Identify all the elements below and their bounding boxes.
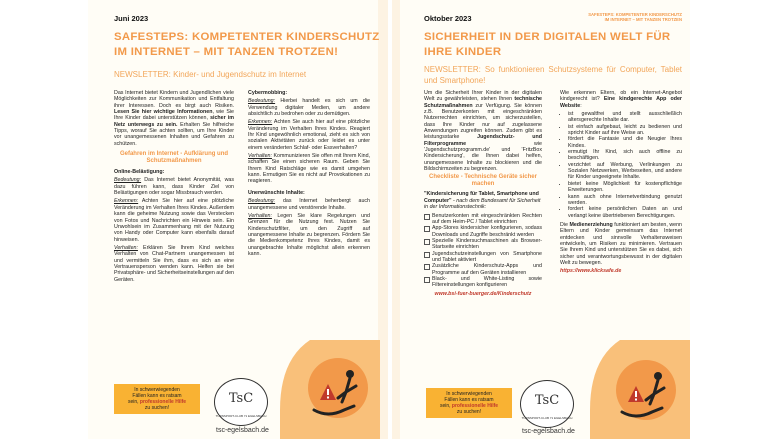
website-label: tsc-egelsbach.de	[216, 427, 269, 434]
checklist-item[interactable]: Black- und White-Listing sowie Filtereinstellungen konfigurieren	[424, 276, 542, 289]
issue-date: Oktober 2023	[424, 14, 472, 23]
checkbox[interactable]	[424, 252, 430, 258]
list-item: • ermutigt Ihr Kind, sich auch offline zu beschäftigen.	[568, 149, 682, 162]
checklist-item[interactable]: Spezielle Kindersuchmaschinen als Browser-Startseite einrichten	[424, 238, 542, 251]
checklist-item[interactable]: Benutzerkonten mit eingeschränkten Rechten auf dem Heim-PC / Tablet einrichten	[424, 213, 542, 226]
klicksafe-link[interactable]: https://www.klicksafe.de	[560, 268, 622, 275]
checklist	[424, 213, 542, 289]
club-logo: TsC TURNSPORT-CLUB 71 EGELSBACH	[214, 378, 268, 426]
warning-hand-illustration	[280, 340, 380, 439]
checkbox[interactable]	[424, 226, 430, 232]
help-callout: In schwerwiegenden Fällen kann es ratsam sein, professionelle Hilfe zu suchen!	[426, 388, 512, 418]
checklist-item[interactable]: App-Stores kindersicher konfigurieren, sodass Downloads und Zugriffe beschränkt werden	[424, 225, 542, 238]
warning-hand-illustration	[590, 340, 690, 439]
checkbox[interactable]	[424, 264, 430, 270]
list-item: • ist einfach aufgebaut, leicht zu bedienen und spricht Kinder auf ihre Weise an.	[568, 124, 682, 137]
list-item: • fordert keine persönlichen Daten an und verlangt keine übertriebenen Berechtigungen.	[568, 206, 682, 219]
website-label: tsc-egelsbach.de	[522, 428, 575, 435]
newsletter-subtitle: NEWSLETTER: So funktionieren Schutzsysteme für Computer, Tablet und Smartphone!	[424, 65, 682, 85]
criteria-list	[560, 111, 682, 219]
newsletter-subtitle: NEWSLETTER: Kinder- und Jugendschutz im Internet	[114, 70, 307, 79]
left-column: Um die Sicherheit Ihrer Kinder in der digitalen Welt zu gewährleisten, stehen Ihnen technische Schutzmaßnahmen zur Verfügung. Sie können z.B. Benutzerkonten mit eingeschränkten Nutzerrechten einrichten, um sicherzustellen, dass Ihre Kinder nur auf zugelassene Anwendungen zugreifen können. Zudem gibt es leistungsstarke Jugendschutz- und Filterprogramme wie 'Jugendschutzprogramm.de' und 'FritzBox Kindersicherung', die Ihnen dabei helfen, unangemessene Inhalte zu blockieren und die Bildschirmzeiten zu begrenzen. Checkliste - Technische Geräte sicher machen "Kindersicherung für Tablet, Smartphone und Computer" - nach dem Bundesamt für Sicherheit in der Informationstechnik: Benutzerkonten mit eingeschränkten Rechten auf dem Heim-PC / Tablet einrichten App-Stores kindersicher konfigurieren, sodass Downloads und Zugriffe beschränkt werden Spezielle Kindersuchmaschinen als Browser-Startseite einrichten Jugendschutzeinstellungen von Smartphone und Tablet aktiviert Zusätzliche Kinderschutz-Apps und Programme auf den Geräten installieren Black- und White-Listing sowie Filtereinstellungen konfigurieren www.bsi-fuer-buerger.de/Kinderschutz	[424, 90, 542, 297]
intro-paragraph: Um die Sicherheit Ihrer Kinder in der digitalen Welt zu gewährleisten, stehen Ihnen technische Schutzmaßnahmen zur Verfügung. Sie können z.B. Benutzerkonten mit eingeschränkten Nutzerrechten einrichten, um sicherzustellen, dass Ihre Kinder nur auf zugelassene Anwendungen zugreifen können. Zudem gibt es leistungsstarke Jugendschutz- und Filterprogramme wie 'Jugendschutzprogramm.de' und 'FritzBox Kindersicherung', die Ihnen dabei helfen, unangemessene Inhalte zu blockieren und die Bildschirmzeiten zu begrenzen.	[424, 90, 542, 173]
unwanted-content-heading: Unerwünschte Inhalte:	[248, 189, 305, 196]
checklist-item[interactable]: Jugendschutzeinstellungen von Smartphone und Tablet aktiviert	[424, 251, 542, 264]
checkbox[interactable]	[424, 277, 430, 283]
list-item: • kann auch ohne Internetverbindung genutzt werden.	[568, 194, 682, 207]
right-column: Wie erkennen Eltern, ob ein Internet-Angebot kindgerecht ist? Eine kindgerechte App oder Website: • ist gewaltfrei und stellt ausschließlich altersgerechte Inhalte dar. • ist einfach aufgebaut, leicht zu bedienen und spricht Kinder auf ihre Weise an. • fördert die Fantasie und die Neugier Ihres Kindes. • ermutigt Ihr Kind, sich auch offline zu beschäftigen. • verzichtet auf Werbung, Verlinkungen zu Sozialen Netzwerken, Werbeseiten, und andere für Kinder ungeeignete Inhalte. • bietet keine Möglichkeit für kostenpflichtige Erweiterungen. • kann auch ohne Internetverbindung genutzt werden. • fordert keine persönlichen Daten an und verlangt keine übertriebenen Berechtigungen. Die Medienerziehung funktioniert am besten, wenn Eltern und Kinder gemeinsam das Internet entdecken und sinnvolle Verhaltensweisen entwickeln, um Risiken zu minimieren. Vertrauen Sie Ihrem Kind und unterstützen Sie es dabei, sich sicher und verantwortungsbewusst in der digitalen Welt zu bewegen. https://www.klicksafe.de	[560, 90, 682, 277]
series-corner-label: SAFESTEPS: KOMPETENTER KINDERSCHUTZ IM INTERNET – MIT TANZEN TROTZEN	[588, 12, 682, 22]
list-item: • verzichtet auf Werbung, Verlinkungen zu Sozialen Netzwerken, Werbeseiten, und andere für Kinder ungeeignete Inhalte.	[568, 162, 682, 181]
section-heading-dangers: Gefahren im Internet - Aufklärung und Schutzmaßnahmen	[119, 151, 229, 165]
left-column: Das Internet bietet Kindern und Jugendlichen viele Möglichkeiten zur Kommunikation und Entfaltung ihrer Interessen. Doch es birgt auch Risiken. Lesen Sie hier wichtige Informationen, wie Sie Ihre Kinder dabei unterstützen können, sicher im Netz unterwegs zu sein. Erhalten Sie hilfreiche Tipps, worauf Sie achten sollten, um Ihre Kinder vor unangemessenen Inhalten und Gefahren zu schützen. Gefahren im Internet - Aufklärung und Schutzmaßnahmen Online-Belästigung: Bedeutung: Das Internet bietet Anonymität, was dazu führen kann, dass Kinder Ziel von Belästigungen oder sogar Missbrauch werden. Erkennen: Achten Sie hier auf eine plötzliche Veränderung im Verhalten Ihres Kindes. Außerdem kann die geheime Nutzung sowie das Verstecken von Fotos und Nachrichten ein Hinweis sein. Ein Unwohlsein im Zusammenhang mit der Nutzung von Handy oder Computer kann ebenfalls darauf hinweisen. Verhalten: Erklären Sie Ihrem Kind welches Verhalten von Chat-Partnern unangemessen ist und vermitteln Sie ihm, dass es sich an eine Vertrauensperson wenden kann. Helfen sie bei Privatsphäre- und Sicherheitseinstellungen auf den Geräten.	[114, 90, 234, 283]
newsletter-page-october	[392, 0, 690, 439]
list-item: • fördert die Fantasie und die Neugier Ihres Kindes.	[568, 136, 682, 149]
newsletter-page-june	[88, 0, 388, 439]
page-side-strip	[392, 0, 400, 439]
newsletter-title: SAFESTEPS: KOMPETENTER KINDERSCHUTZ IM INTERNET – MIT TANZEN TROTZEN!	[114, 31, 380, 58]
checklist-item[interactable]: Zusätzliche Kinderschutz-Apps und Programme auf den Geräten installieren	[424, 263, 542, 276]
club-logo: TsC TURNSPORT-CLUB 71 EGELSBACH	[520, 380, 574, 428]
list-item: • ist gewaltfrei und stellt ausschließlich altersgerechte Inhalte dar.	[568, 111, 682, 124]
online-harassment-heading: Online-Belästigung:	[114, 169, 165, 176]
help-callout: In schwerwiegenden Fällen kann es ratsam sein, professionelle Hilfe zu suchen!	[114, 384, 200, 414]
right-column: Cybermobbing: Bedeutung: Hierbei handelt es sich um die Verwendung digitaler Medien, um andere absichtlich zu bedrohen oder zu demütigen. Erkennen: Achten Sie auch hier auf eine plötzliche Veränderung im Verhalten Ihres Kindes. Reagiert Ihr Kind ungewöhnlich emotional, zieht es sich von sozialen Aktivitäten zurück oder leidet es unter einem veränderten Schlaf- oder Essverhalten? Verhalten: Kommunizieren Sie offen mit Ihrem Kind, schaffen Sie einen sicheren Raum. Geben Sie Ihrem Kind Ratschläge wie es damit umgehen kann. Ermutigen Sie es nicht auf Provokationen zu reagieren. Unerwünschte Inhalte: Bedeutung: das Internet beherbergt auch unangemessene und verstörende Inhalte. Verhalten: Legen Sie klare Regelungen und Grenzen für die Nutzung fest. Nutzen Sie Kinderschutzfilter, um den Zugriff auf unangemessene Inhalte zu begrenzen. Fördern Sie die Medienkompetenz Ihres Kindes, damit es unangebrachte Inhalte möglichst allein erkennen kann.	[248, 90, 370, 257]
checkbox[interactable]	[424, 214, 430, 220]
section-heading-checklist: Checkliste - Technische Geräte sicher machen	[429, 174, 537, 188]
checkbox[interactable]	[424, 239, 430, 245]
list-item: • bietet keine Möglichkeit für kostenpflichtige Erweiterungen.	[568, 181, 682, 194]
newsletter-title: SICHERHEIT IN DER DIGITALEN WELT FÜR IHRE KINDER	[424, 31, 671, 58]
cybermobbing-heading: Cybermobbing:	[248, 90, 288, 96]
bsi-link[interactable]: www.bsi-fuer-buerger.de/Kinderschutz	[434, 290, 532, 297]
issue-date: Juni 2023	[114, 14, 149, 23]
intro-paragraph: Das Internet bietet Kindern und Jugendlichen viele Möglichkeiten zur Kommunikation und Entfaltung ihrer Interessen. Doch es birgt auch Risiken. Lesen Sie hier wichtige Informationen, wie Sie Ihre Kinder dabei unterstützen können, sicher im Netz unterwegs zu sein. Erhalten Sie hilfreiche Tipps, worauf Sie achten sollten, um Ihre Kinder vor unangemessenen Inhalten und Gefahren zu schützen.	[114, 90, 234, 147]
